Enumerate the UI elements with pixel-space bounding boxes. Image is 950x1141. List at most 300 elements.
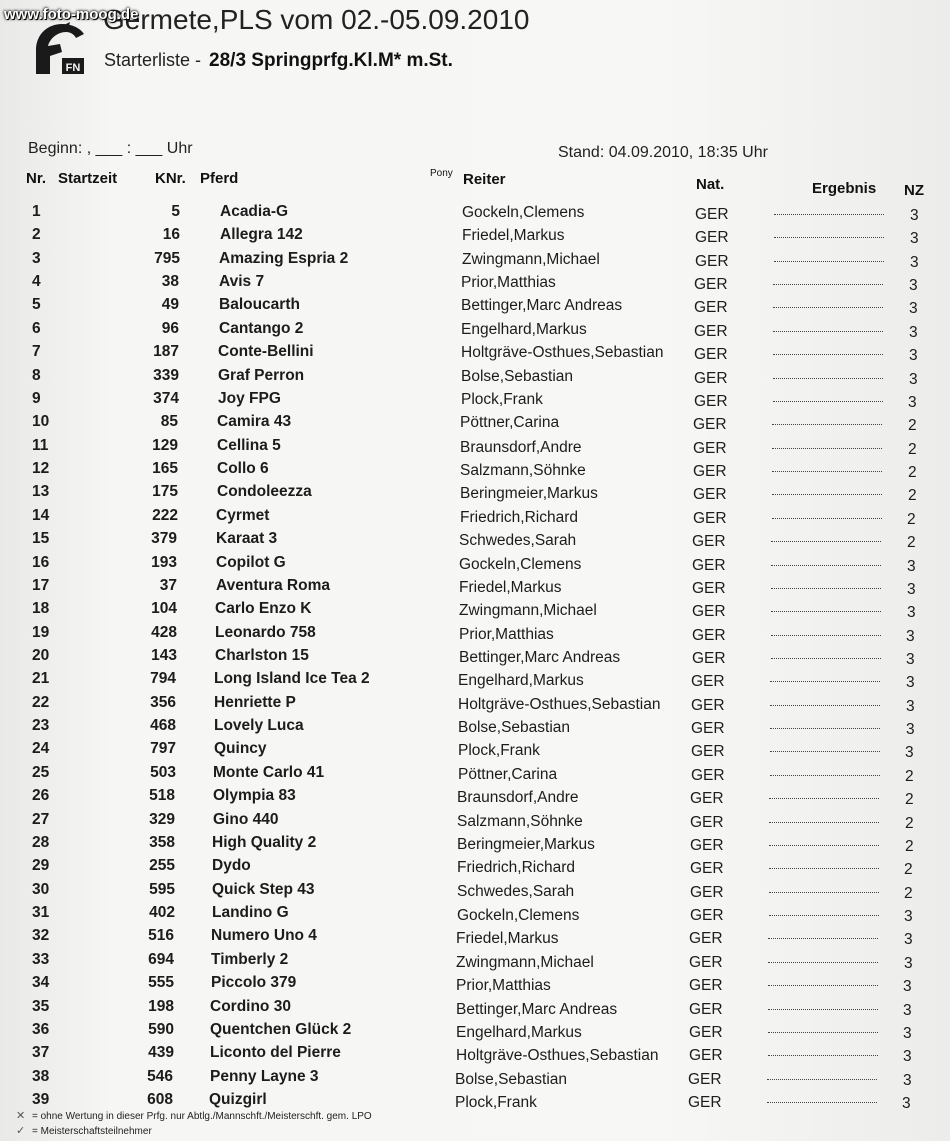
horse-name: Condoleezza bbox=[217, 483, 312, 500]
nation: GER bbox=[691, 743, 725, 760]
nz-value: 3 bbox=[905, 744, 914, 761]
nation: GER bbox=[695, 229, 729, 246]
table-row bbox=[0, 600, 950, 622]
nz-value: 2 bbox=[905, 838, 914, 855]
nation: GER bbox=[693, 486, 727, 503]
result-blank bbox=[767, 1101, 877, 1103]
rider-name: Friedrich,Richard bbox=[460, 509, 579, 526]
head-number: 198 bbox=[148, 998, 174, 1015]
head-number: 516 bbox=[148, 927, 174, 944]
result-blank bbox=[771, 610, 881, 612]
fn-horse-logo-icon bbox=[32, 20, 86, 76]
cross-icon: ✕ bbox=[16, 1110, 26, 1122]
rider-name: Bettinger,Marc Andreas bbox=[461, 297, 623, 314]
horse-name: Cordino 30 bbox=[210, 998, 291, 1015]
nz-value: 2 bbox=[907, 511, 916, 528]
start-number: 6 bbox=[32, 320, 41, 337]
nation: GER bbox=[695, 253, 729, 270]
rider-name: Friedel,Markus bbox=[459, 579, 562, 596]
nz-value: 3 bbox=[908, 394, 917, 411]
head-number: 165 bbox=[152, 460, 178, 477]
result-blank bbox=[772, 423, 882, 425]
nz-value: 3 bbox=[906, 721, 915, 738]
start-number: 20 bbox=[32, 647, 50, 664]
head-number: 96 bbox=[161, 320, 179, 337]
result-blank bbox=[769, 867, 879, 869]
start-number: 7 bbox=[32, 343, 41, 360]
horse-name: Acadia-G bbox=[220, 203, 289, 220]
start-number: 25 bbox=[32, 764, 50, 781]
rider-name: Zwingmann,Michael bbox=[456, 954, 594, 971]
rider-name: Braunsdorf,Andre bbox=[457, 789, 579, 806]
head-number: 129 bbox=[152, 437, 178, 454]
checkmark-icon: ✓ bbox=[16, 1125, 26, 1137]
start-number: 23 bbox=[32, 717, 50, 734]
rider-name: Schwedes,Sarah bbox=[459, 532, 577, 549]
table-row bbox=[0, 974, 950, 996]
head-number: 49 bbox=[161, 296, 179, 313]
table-row bbox=[0, 530, 950, 552]
header-nz: NZ bbox=[904, 182, 924, 199]
table-row bbox=[0, 787, 950, 809]
head-number: 339 bbox=[153, 367, 179, 384]
start-number: 1 bbox=[32, 203, 41, 220]
result-blank bbox=[774, 236, 884, 238]
start-number: 4 bbox=[32, 273, 41, 290]
rider-name: Prior,Matthias bbox=[459, 626, 554, 643]
rider-name: Engelhard,Markus bbox=[461, 321, 587, 338]
head-number: 590 bbox=[148, 1021, 174, 1038]
horse-name: Allegra 142 bbox=[220, 226, 303, 243]
nation: GER bbox=[690, 884, 724, 901]
start-number: 21 bbox=[32, 670, 50, 687]
nation: GER bbox=[692, 580, 726, 597]
horse-name: Joy FPG bbox=[218, 390, 281, 407]
table-row bbox=[0, 951, 950, 973]
nation: GER bbox=[691, 767, 725, 784]
start-number: 28 bbox=[32, 834, 50, 851]
result-blank bbox=[774, 260, 884, 262]
legend-no-rating: ✕ = ohne Wertung in dieser Prfg. nur Abtlg./Mannschft./Meisterschft. gem. LPO bbox=[16, 1110, 372, 1122]
rider-name: Bolse,Sebastian bbox=[461, 368, 574, 385]
start-number: 33 bbox=[32, 951, 50, 968]
start-time-line: Beginn: , ___ : ___ Uhr bbox=[28, 140, 193, 157]
rider-name: Plock,Frank bbox=[455, 1094, 537, 1111]
start-number: 2 bbox=[32, 226, 41, 243]
watermark: www.foto-moog.de bbox=[4, 6, 139, 23]
nation: GER bbox=[689, 930, 723, 947]
result-blank bbox=[774, 213, 884, 215]
horse-name: Numero Uno 4 bbox=[211, 927, 317, 944]
nation: GER bbox=[691, 697, 725, 714]
nation: GER bbox=[689, 977, 723, 994]
result-blank bbox=[771, 657, 881, 659]
horse-name: Piccolo 379 bbox=[211, 974, 297, 991]
nation: GER bbox=[689, 954, 723, 971]
nation: GER bbox=[694, 276, 728, 293]
table-row bbox=[0, 483, 950, 505]
table-row bbox=[0, 320, 950, 342]
rider-name: Plock,Frank bbox=[461, 391, 543, 408]
nation: GER bbox=[692, 603, 726, 620]
nz-value: 3 bbox=[909, 277, 918, 294]
legend-championship: ✓ = Meisterschaftsteilnehmer bbox=[16, 1125, 152, 1137]
as-of-timestamp: Stand: 04.09.2010, 18:35 Uhr bbox=[558, 144, 768, 161]
nz-value: 3 bbox=[910, 207, 919, 224]
head-number: 555 bbox=[148, 974, 174, 991]
table-row bbox=[0, 857, 950, 879]
nation: GER bbox=[690, 790, 724, 807]
horse-name: Collo 6 bbox=[217, 460, 269, 477]
nation: GER bbox=[693, 416, 727, 433]
nz-value: 3 bbox=[910, 230, 919, 247]
head-number: 255 bbox=[149, 857, 175, 874]
start-number: 22 bbox=[32, 694, 50, 711]
start-number: 35 bbox=[32, 998, 50, 1015]
horse-name: Carlo Enzo K bbox=[215, 600, 312, 617]
nz-value: 3 bbox=[903, 1072, 912, 1089]
horse-name: Landino G bbox=[212, 904, 289, 921]
horse-name: Amazing Espria 2 bbox=[219, 250, 349, 267]
subtitle bbox=[104, 50, 453, 72]
table-row bbox=[0, 413, 950, 435]
header-startzeit: Startzeit bbox=[58, 170, 118, 187]
rider-name: Plock,Frank bbox=[458, 742, 540, 759]
horse-name: Lovely Luca bbox=[214, 717, 304, 734]
rider-name: Gockeln,Clemens bbox=[457, 907, 580, 924]
start-number: 3 bbox=[32, 250, 41, 267]
nz-value: 3 bbox=[907, 581, 916, 598]
nz-value: 3 bbox=[909, 324, 918, 341]
start-number: 10 bbox=[32, 413, 50, 430]
rider-name: Salzmann,Söhnke bbox=[460, 462, 586, 479]
table-row bbox=[0, 740, 950, 762]
rider-name: Bolse,Sebastian bbox=[455, 1071, 568, 1088]
start-number: 16 bbox=[32, 554, 50, 571]
nation: GER bbox=[689, 1047, 723, 1064]
nz-value: 3 bbox=[907, 604, 916, 621]
head-number: 85 bbox=[160, 413, 178, 430]
result-blank bbox=[769, 844, 879, 846]
horse-name: Graf Perron bbox=[218, 367, 305, 384]
result-blank bbox=[771, 587, 881, 589]
result-blank bbox=[772, 447, 882, 449]
nation: GER bbox=[692, 650, 726, 667]
table-row bbox=[0, 226, 950, 248]
rider-name: Gockeln,Clemens bbox=[462, 204, 585, 221]
nz-value: 3 bbox=[906, 698, 915, 715]
result-blank bbox=[768, 1008, 878, 1010]
nz-value: 3 bbox=[902, 1095, 911, 1112]
nz-value: 3 bbox=[909, 300, 918, 317]
start-number: 37 bbox=[32, 1044, 50, 1061]
result-blank bbox=[773, 400, 883, 402]
result-blank bbox=[768, 1031, 878, 1033]
result-blank bbox=[772, 493, 882, 495]
nation: GER bbox=[692, 533, 726, 550]
table-row bbox=[0, 577, 950, 599]
head-number: 546 bbox=[147, 1068, 173, 1085]
nation: GER bbox=[692, 627, 726, 644]
horse-name: Leonardo 758 bbox=[215, 624, 316, 641]
horse-name: Henriette P bbox=[214, 694, 296, 711]
table-row bbox=[0, 624, 950, 646]
horse-name: Karaat 3 bbox=[216, 530, 278, 547]
head-number: 468 bbox=[150, 717, 176, 734]
table-row bbox=[0, 1044, 950, 1066]
start-number: 18 bbox=[32, 600, 50, 617]
table-row bbox=[0, 203, 950, 225]
header-nr: Nr. bbox=[26, 170, 47, 187]
nz-value: 2 bbox=[905, 815, 914, 832]
horse-name: Gino 440 bbox=[213, 811, 279, 828]
rider-name: Engelhard,Markus bbox=[456, 1024, 582, 1041]
nation: GER bbox=[694, 346, 728, 363]
head-number: 104 bbox=[151, 600, 177, 617]
head-number: 16 bbox=[162, 226, 180, 243]
nz-value: 2 bbox=[908, 417, 917, 434]
start-number: 8 bbox=[32, 367, 41, 384]
head-number: 402 bbox=[149, 904, 175, 921]
nation: GER bbox=[695, 206, 729, 223]
head-number: 518 bbox=[149, 787, 175, 804]
rider-name: Prior,Matthias bbox=[461, 274, 556, 291]
head-number: 608 bbox=[147, 1091, 173, 1108]
start-number: 30 bbox=[32, 881, 50, 898]
rider-name: Holtgräve-Osthues,Sebastian bbox=[456, 1047, 659, 1064]
nz-value: 2 bbox=[908, 441, 917, 458]
start-number: 9 bbox=[32, 390, 41, 407]
table-row bbox=[0, 250, 950, 272]
table-row bbox=[0, 834, 950, 856]
nation: GER bbox=[694, 323, 728, 340]
rider-name: Prior,Matthias bbox=[456, 977, 551, 994]
head-number: 143 bbox=[151, 647, 177, 664]
competition-name: 28/3 Springprfg.Kl.M* m.St. bbox=[209, 50, 453, 71]
head-number: 222 bbox=[152, 507, 178, 524]
start-number: 13 bbox=[32, 483, 50, 500]
nz-value: 3 bbox=[907, 558, 916, 575]
start-number: 29 bbox=[32, 857, 50, 874]
rider-name: Gockeln,Clemens bbox=[459, 556, 582, 573]
horse-name: Charlston 15 bbox=[215, 647, 309, 664]
table-row bbox=[0, 670, 950, 692]
head-number: 595 bbox=[149, 881, 175, 898]
horse-name: Camira 43 bbox=[217, 413, 292, 430]
head-number: 329 bbox=[149, 811, 175, 828]
header-reiter: Reiter bbox=[463, 171, 506, 188]
nz-value: 2 bbox=[907, 534, 916, 551]
nation: GER bbox=[688, 1094, 722, 1111]
rider-name: Salzmann,Söhnke bbox=[457, 813, 583, 830]
result-blank bbox=[768, 984, 878, 986]
nz-value: 3 bbox=[904, 931, 913, 948]
header-knr: KNr. bbox=[155, 170, 186, 187]
start-number: 14 bbox=[32, 507, 50, 524]
nz-value: 3 bbox=[910, 254, 919, 271]
result-blank bbox=[771, 540, 881, 542]
page-title: Germete,PLS vom 02.-05.09.2010 bbox=[103, 4, 530, 35]
nz-value: 3 bbox=[906, 651, 915, 668]
table-row bbox=[0, 343, 950, 365]
nz-value: 2 bbox=[905, 791, 914, 808]
nation: GER bbox=[690, 907, 724, 924]
table-row bbox=[0, 764, 950, 786]
result-blank bbox=[771, 634, 881, 636]
table-row bbox=[0, 460, 950, 482]
nz-value: 3 bbox=[906, 674, 915, 691]
head-number: 356 bbox=[150, 694, 176, 711]
start-number: 31 bbox=[32, 904, 50, 921]
header-ergebnis: Ergebnis bbox=[812, 180, 877, 197]
nation: GER bbox=[694, 370, 728, 387]
result-blank bbox=[773, 283, 883, 285]
nz-value: 3 bbox=[909, 371, 918, 388]
horse-name: Timberly 2 bbox=[211, 951, 289, 968]
horse-name: Aventura Roma bbox=[216, 577, 330, 594]
nz-value: 2 bbox=[904, 885, 913, 902]
head-number: 193 bbox=[151, 554, 177, 571]
header-nat: Nat. bbox=[696, 176, 725, 193]
nz-value: 2 bbox=[908, 487, 917, 504]
nz-value: 3 bbox=[903, 978, 912, 995]
head-number: 374 bbox=[153, 390, 179, 407]
table-row bbox=[0, 904, 950, 926]
header-pferd: Pferd bbox=[200, 170, 239, 187]
rider-name: Pöttner,Carina bbox=[460, 414, 560, 431]
head-number: 379 bbox=[151, 530, 177, 547]
rider-name: Zwingmann,Michael bbox=[462, 251, 600, 268]
rider-name: Holtgräve-Osthues,Sebastian bbox=[458, 696, 661, 713]
head-number: 175 bbox=[152, 483, 178, 500]
result-blank bbox=[770, 727, 880, 729]
nation: GER bbox=[691, 673, 725, 690]
head-number: 38 bbox=[161, 273, 179, 290]
result-blank bbox=[768, 1054, 878, 1056]
nz-value: 3 bbox=[909, 347, 918, 364]
table-row bbox=[0, 647, 950, 669]
head-number: 187 bbox=[153, 343, 179, 360]
horse-name: Liconto del Pierre bbox=[210, 1044, 341, 1061]
subtitle-label: Starterliste - bbox=[104, 50, 202, 70]
result-blank bbox=[773, 377, 883, 379]
table-row bbox=[0, 998, 950, 1020]
nation: GER bbox=[691, 720, 725, 737]
table-row bbox=[0, 437, 950, 459]
table-row bbox=[0, 927, 950, 949]
rider-name: Braunsdorf,Andre bbox=[460, 439, 582, 456]
result-blank bbox=[772, 470, 882, 472]
rider-name: Bolse,Sebastian bbox=[458, 719, 571, 736]
result-blank bbox=[769, 821, 879, 823]
start-number: 17 bbox=[32, 577, 50, 594]
head-number: 694 bbox=[148, 951, 174, 968]
logo-text: FN bbox=[65, 62, 81, 74]
nz-value: 3 bbox=[904, 908, 913, 925]
rider-name: Pöttner,Carina bbox=[458, 766, 558, 783]
result-blank bbox=[770, 680, 880, 682]
rider-name: Friedel,Markus bbox=[456, 930, 559, 947]
table-row bbox=[0, 1068, 950, 1090]
horse-name: High Quality 2 bbox=[212, 834, 317, 851]
result-blank bbox=[769, 914, 879, 916]
nz-value: 2 bbox=[908, 464, 917, 481]
horse-name: Quizgirl bbox=[209, 1091, 267, 1108]
head-number: 428 bbox=[151, 624, 177, 641]
nation: GER bbox=[688, 1071, 722, 1088]
nation: GER bbox=[690, 860, 724, 877]
rider-name: Holtgräve-Osthues,Sebastian bbox=[461, 344, 664, 361]
start-number: 38 bbox=[32, 1068, 50, 1085]
head-number: 503 bbox=[150, 764, 176, 781]
table-row bbox=[0, 694, 950, 716]
rider-name: Bettinger,Marc Andreas bbox=[459, 649, 621, 666]
head-number: 797 bbox=[150, 740, 176, 757]
result-blank bbox=[773, 306, 883, 308]
head-number: 795 bbox=[154, 250, 180, 267]
horse-name: Baloucarth bbox=[219, 296, 300, 313]
horse-name: Quentchen Glück 2 bbox=[210, 1021, 352, 1038]
head-number: 5 bbox=[171, 203, 180, 220]
start-number: 12 bbox=[32, 460, 50, 477]
nation: GER bbox=[690, 814, 724, 831]
rider-name: Beringmeier,Markus bbox=[460, 485, 598, 502]
nation: GER bbox=[693, 510, 727, 527]
start-number: 26 bbox=[32, 787, 50, 804]
table-row bbox=[0, 390, 950, 412]
head-number: 37 bbox=[159, 577, 177, 594]
result-blank bbox=[773, 353, 883, 355]
rider-name: Bettinger,Marc Andreas bbox=[456, 1001, 618, 1018]
result-blank bbox=[770, 774, 880, 776]
rider-name: Zwingmann,Michael bbox=[459, 602, 597, 619]
head-number: 358 bbox=[149, 834, 175, 851]
nz-value: 3 bbox=[903, 1025, 912, 1042]
table-row bbox=[0, 273, 950, 295]
start-number: 5 bbox=[32, 296, 41, 313]
start-number: 39 bbox=[32, 1091, 50, 1108]
horse-name: Quincy bbox=[214, 740, 267, 757]
start-number: 34 bbox=[32, 974, 50, 991]
rider-name: Friedel,Markus bbox=[462, 227, 565, 244]
horse-name: Dydo bbox=[212, 857, 251, 874]
result-blank bbox=[770, 704, 880, 706]
horse-name: Avis 7 bbox=[219, 273, 265, 290]
start-number: 36 bbox=[32, 1021, 50, 1038]
header-pony: Pony bbox=[430, 168, 453, 179]
result-blank bbox=[771, 564, 881, 566]
table-row bbox=[0, 881, 950, 903]
table-row bbox=[0, 811, 950, 833]
result-blank bbox=[773, 330, 883, 332]
table-row bbox=[0, 1021, 950, 1043]
rider-name: Beringmeier,Markus bbox=[457, 836, 595, 853]
start-number: 19 bbox=[32, 624, 50, 641]
nation: GER bbox=[689, 1001, 723, 1018]
horse-name: Conte-Bellini bbox=[218, 343, 314, 360]
result-blank bbox=[769, 891, 879, 893]
nz-value: 2 bbox=[904, 861, 913, 878]
table-row bbox=[0, 554, 950, 576]
nation: GER bbox=[690, 837, 724, 854]
horse-name: Cellina 5 bbox=[217, 437, 281, 454]
nz-value: 3 bbox=[903, 1048, 912, 1065]
horse-name: Copilot G bbox=[216, 554, 286, 571]
start-number: 11 bbox=[32, 437, 49, 454]
table-row bbox=[0, 296, 950, 318]
start-number: 24 bbox=[32, 740, 50, 757]
horse-name: Olympia 83 bbox=[213, 787, 296, 804]
